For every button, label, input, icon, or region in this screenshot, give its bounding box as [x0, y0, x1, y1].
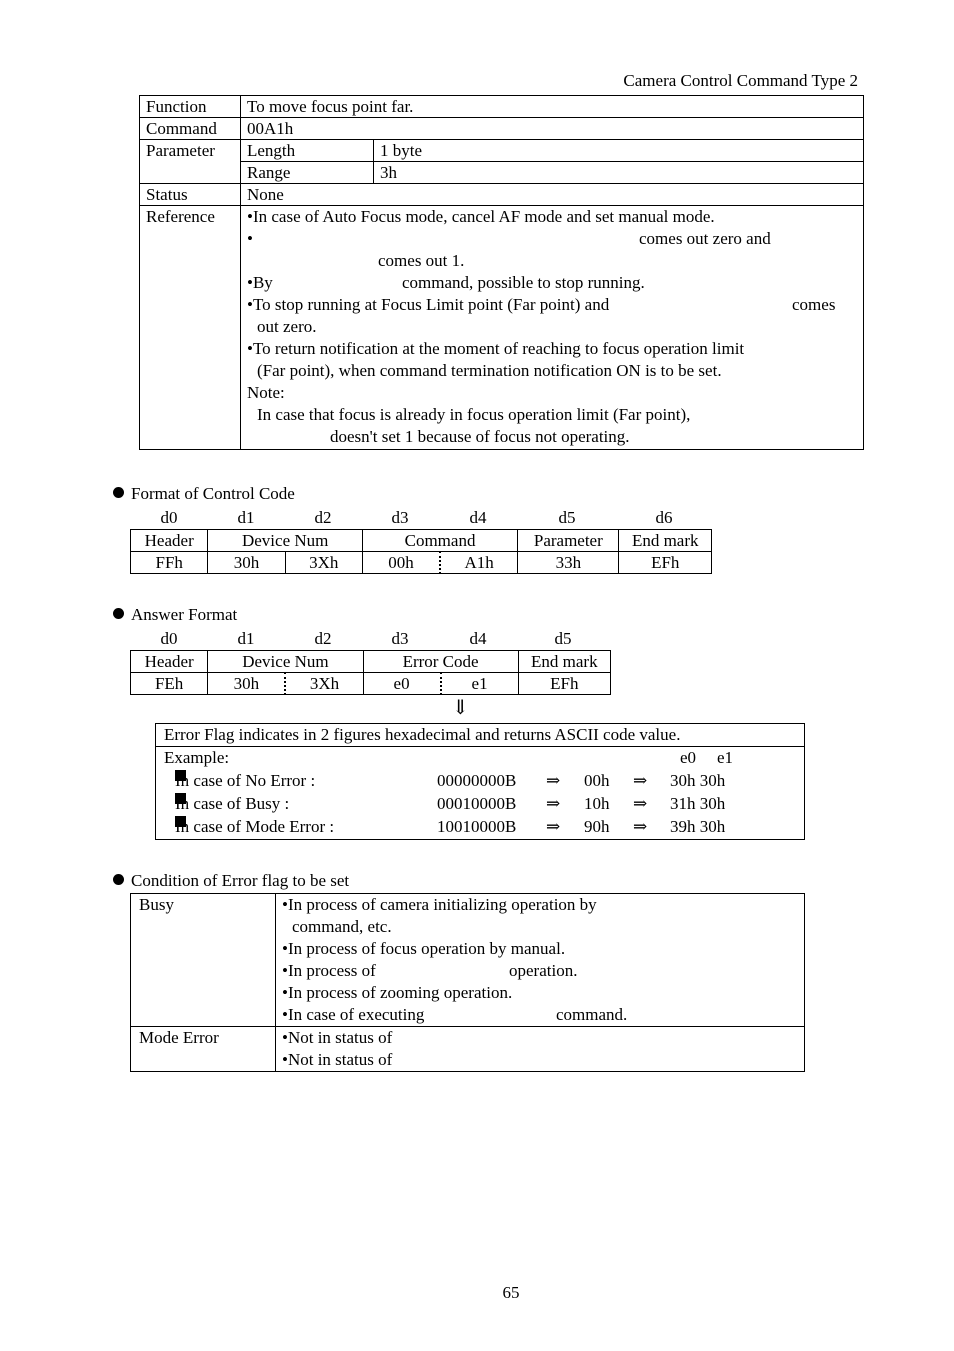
value-cell: 33h [518, 552, 619, 574]
byte-label: d0 [160, 629, 178, 648]
mode-error-label: Mode Error [131, 1027, 276, 1072]
byte-label: d1 [237, 508, 255, 527]
busy-label: Busy [131, 894, 276, 1027]
command-row [140, 118, 864, 140]
page-number: 65 [502, 1283, 520, 1302]
condition-line: operation. [509, 961, 578, 980]
right-double-arrow-icon: ⇒ [633, 817, 648, 836]
value-cell: 3Xh [285, 552, 362, 574]
error-condition-table [130, 893, 805, 1072]
control-code-byte-labels [0, 508, 954, 528]
mode-error-row [131, 1027, 805, 1072]
function-row [140, 96, 864, 118]
right-double-arrow-icon: ⇒ [546, 817, 561, 836]
example-label: Example: [164, 748, 230, 767]
range-label: Range [241, 162, 374, 184]
reference-line: •To stop running at Focus Limit point (Far point) and [247, 295, 610, 314]
condition-line: •In process of camera initializing operation by [282, 895, 597, 914]
value-cell: e1 [441, 673, 519, 695]
control-code-table [130, 529, 712, 574]
reference-line: comes out zero and [639, 229, 771, 248]
length-label: Length [241, 140, 374, 162]
header-cell: Parameter [518, 530, 619, 552]
byte-label: d3 [391, 629, 409, 648]
value-cell: 30h [208, 552, 285, 574]
byte-label: d5 [558, 508, 576, 527]
answer-value-row [131, 673, 611, 695]
right-double-arrow-icon: ⇒ [546, 794, 561, 813]
condition-title: Condition of Error flag to be set [113, 871, 349, 891]
e0-column-label: e0 [680, 748, 697, 767]
status-row [140, 184, 864, 206]
busy-conditions [276, 894, 805, 1027]
reference-line: •By [247, 273, 273, 292]
value-cell: EFh [518, 673, 610, 695]
command-value: 00A1h [241, 118, 864, 140]
reference-line: comes [792, 295, 836, 314]
condition-line: command. [556, 1005, 628, 1024]
right-double-arrow-icon: ⇒ [546, 771, 561, 790]
status-value: None [241, 184, 864, 206]
condition-line: command, etc. [292, 917, 392, 936]
status-label: Status [140, 184, 241, 206]
byte-label: d4 [469, 508, 487, 527]
answer-format-title: Answer Format [113, 605, 237, 625]
error-example-row: In case of No Error : 00000000B ⇒ 00h ⇒ 30h 30h [175, 771, 726, 790]
down-double-arrow-icon: ⇓ [452, 697, 469, 719]
header-cell: Header [131, 530, 208, 552]
condition-line: •In case of executing [282, 1005, 425, 1024]
header-cell: Error Code [363, 651, 518, 673]
parameter-label: Parameter [140, 140, 241, 184]
value-cell: 00h [362, 552, 440, 574]
control-code-title: Format of Control Code [113, 484, 295, 504]
header-cell: Command [362, 530, 517, 552]
value-cell: FFh [131, 552, 208, 574]
bullet-icon [113, 487, 124, 498]
mode-error-conditions [276, 1027, 805, 1072]
header-cell: Device Num [208, 530, 363, 552]
control-code-header-row [131, 530, 712, 552]
length-value: 1 byte [374, 140, 864, 162]
error-flag-description-row [156, 724, 805, 747]
header-cell: End mark [518, 651, 610, 673]
range-value: 3h [374, 162, 864, 184]
reference-line: Note: [247, 383, 285, 402]
header-cell: Device Num [208, 651, 363, 673]
value-cell: FEh [131, 673, 208, 695]
answer-byte-labels [0, 629, 954, 649]
error-example-row: In case of Mode Error : 10010000B ⇒ 90h ⇒ 39h 30h [175, 817, 726, 836]
byte-label: d6 [655, 508, 673, 527]
condition-line: •Not in status of [282, 1050, 393, 1069]
value-cell: EFh [619, 552, 712, 574]
error-example-row: In case of Busy : 00010000B ⇒ 10h ⇒ 31h 30h [175, 794, 726, 813]
byte-label: d5 [554, 629, 572, 648]
right-double-arrow-icon: ⇒ [633, 794, 648, 813]
condition-line: •In process of focus operation by manual. [282, 939, 566, 958]
busy-row [131, 894, 805, 1027]
parameter-range-row [140, 162, 864, 184]
reference-line: •In case of Auto Focus mode, cancel AF mode and set manual mode. [247, 207, 715, 226]
condition-line: •In process of [282, 961, 376, 980]
byte-label: d1 [237, 629, 255, 648]
header-cell: End mark [619, 530, 712, 552]
value-cell: 3Xh [285, 673, 363, 695]
reference-line: • [247, 229, 253, 248]
error-flag-table [155, 723, 805, 840]
reference-line: out zero. [257, 317, 317, 336]
e1-column-label: e1 [717, 748, 734, 767]
reference-line: •To return notification at the moment of reaching to focus operation limit [247, 339, 745, 358]
byte-label: d0 [160, 508, 178, 527]
header-cell: Header [131, 651, 208, 673]
example-header [164, 747, 796, 770]
condition-line: •In process of zooming operation. [282, 983, 513, 1002]
parameter-length-row [140, 140, 864, 162]
reference-line: doesn't set 1 because of focus not operating. [330, 427, 630, 446]
control-code-value-row [131, 552, 712, 574]
reference-line: command, possible to stop running. [402, 273, 645, 292]
value-cell: e0 [363, 673, 441, 695]
error-flag-description: Error Flag indicates in 2 figures hexadecimal and returns ASCII code value. [156, 724, 805, 747]
byte-label: d3 [391, 508, 409, 527]
error-flag-example-row [156, 747, 805, 840]
byte-label: d2 [314, 508, 332, 527]
bullet-icon [113, 608, 124, 619]
byte-label: d4 [469, 629, 487, 648]
reference-line: comes out 1. [378, 251, 465, 270]
reference-row [140, 206, 864, 450]
value-cell: A1h [440, 552, 518, 574]
right-double-arrow-icon: ⇒ [633, 771, 648, 790]
answer-header-row [131, 651, 611, 673]
function-value: To move focus point far. [241, 96, 864, 118]
reference-text [241, 206, 864, 450]
answer-format-table [130, 650, 611, 695]
reference-line: In case that focus is already in focus operation limit (Far point), [257, 405, 691, 424]
bullet-icon [113, 874, 124, 885]
function-label: Function [140, 96, 241, 118]
reference-label: Reference [140, 206, 241, 450]
command-spec-table [139, 95, 864, 450]
value-cell: 30h [208, 673, 286, 695]
page-header: Camera Control Command Type 2 [623, 71, 858, 90]
reference-line: (Far point), when command termination notification ON is to be set. [257, 361, 722, 380]
command-label: Command [140, 118, 241, 140]
byte-label: d2 [314, 629, 332, 648]
condition-line: •Not in status of [282, 1028, 393, 1047]
